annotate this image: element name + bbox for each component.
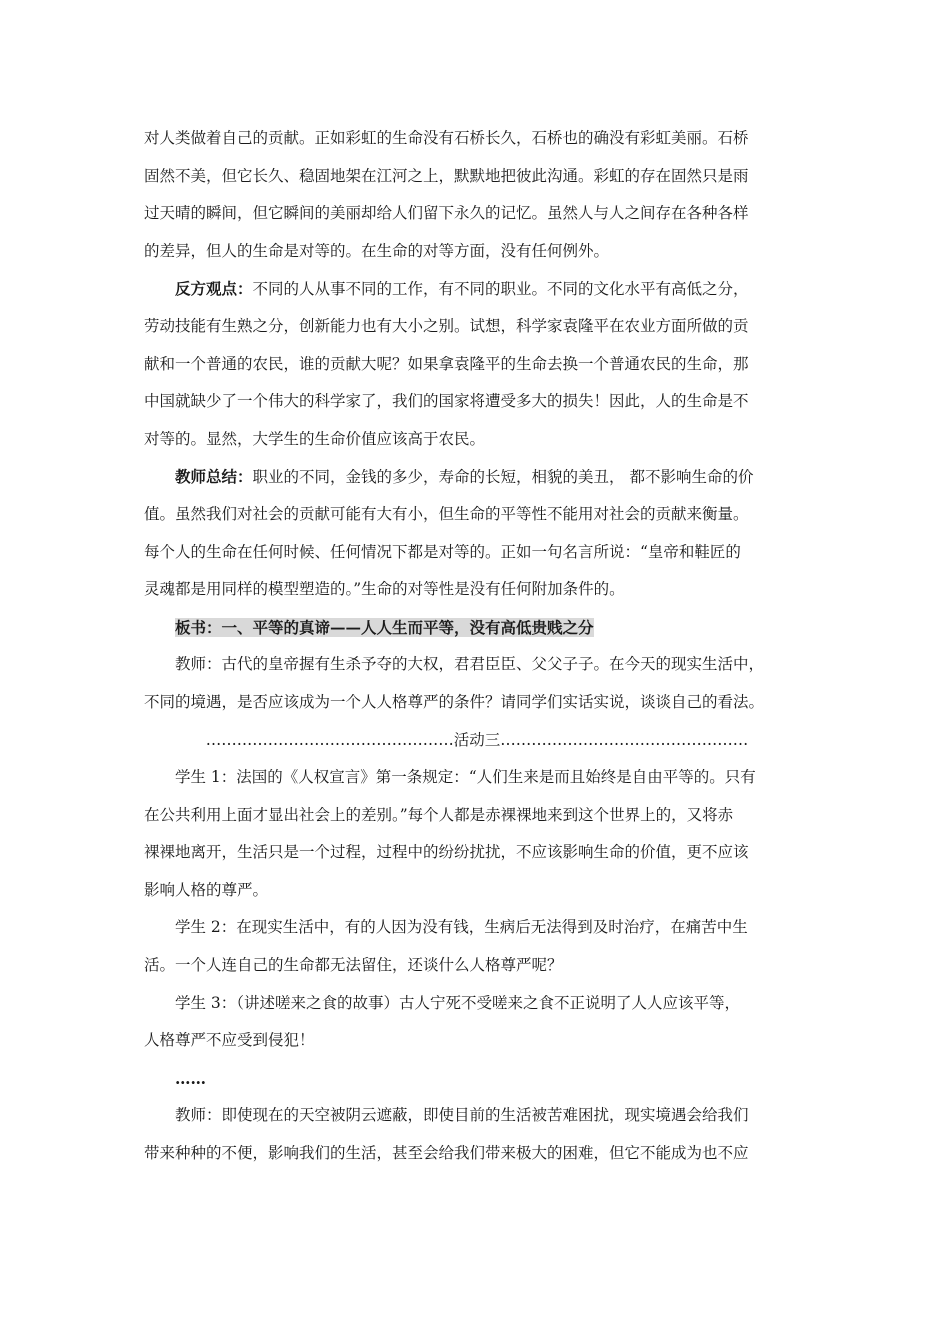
text-line: 带来种种的不便，影响我们的生活，甚至会给我们带来极大的困难，但它不能成为也不应 [144, 1144, 749, 1163]
text-line: 在公共利用上面才显出社会上的差别。”每个人都是赤裸裸地来到这个世界上的，又将赤 [144, 805, 734, 824]
text-span: 不同的人从事不同的工作，有不同的职业。不同的文化水平有高低之分， [252, 280, 749, 299]
activity-divider: …………………………………………活动三………………………………………… [205, 730, 749, 749]
text-line: 献和一个普通的农民，谁的贡献大呢？如果拿袁隆平的生命去换一个普通农民的生命，那 [144, 354, 749, 373]
paragraph [144, 1097, 810, 1172]
text-line: 固然不美，但它长久、稳固地架在江河之上，默默地把彼此沟通。彩虹的存在固然只是雨 [144, 166, 749, 185]
paragraph [144, 646, 810, 721]
text-line: 每个人的生命在任何时候、任何情况下都是对等的。正如一句名言所说：“皇帝和鞋匠的 [144, 542, 741, 561]
text-line: 灵魂都是用同样的模型塑造的。”生命的对等性是没有任何附加条件的。 [144, 580, 625, 599]
text-line: 人格尊严不应受到侵犯！ [144, 1031, 315, 1050]
document-body [144, 120, 810, 1173]
text-line: 活。一个人连自己的生命都无法留住，还谈什么人格尊严呢？ [144, 956, 563, 975]
paragraph-label: 教师总结： [175, 467, 253, 487]
text-line: 学生 2：在现实生活中，有的人因为没有钱，生病后无法得到及时治疗，在痛苦中生 [175, 918, 748, 937]
paragraph [144, 120, 810, 270]
text-span: 职业的不同，金钱的多少，寿命的长短，相貌的美丑， 都不影响生命的价 [252, 468, 754, 487]
text-line [144, 458, 810, 496]
text-line: 影响人格的尊严。 [144, 880, 269, 899]
text-line [144, 270, 810, 308]
text-line: 教师：古代的皇帝握有生杀予夺的大权，君君臣臣、父父子子。在今天的现实生活中， [175, 655, 765, 674]
ellipsis: …… [175, 1068, 206, 1088]
paragraph [144, 985, 810, 1060]
text-line: 教师：即使现在的天空被阴云遮蔽，即使目前的生活被苦难困扰，现实境遇会给我们 [175, 1106, 749, 1125]
text-line: 学生 3：（讲述嗟来之食的故事）古人宁死不受嗟来之食不正说明了人人应该平等， [175, 993, 741, 1012]
text-line: 对人类做着自己的贡献。正如彩虹的生命没有石桥长久，石桥也的确没有彩虹美丽。石桥 [144, 129, 749, 147]
text-line: 的差异，但人的生命是对等的。在生命的对等方面，没有任何例外。 [144, 241, 610, 260]
board-note [144, 609, 810, 647]
paragraph [144, 759, 810, 909]
board-note-text: 板书：一、平等的真谛——人人生而平等，没有高低贵贱之分 [175, 617, 594, 637]
paragraph-teacher-summary [144, 458, 810, 608]
text-line: 劳动技能有生熟之分，创新能力也有大小之别。试想，科学家袁隆平在农业方面所做的贡 [144, 316, 749, 335]
text-line: 裸裸地离开，生活只是一个过程，过程中的纷纷扰扰，不应该影响生命的价值，更不应该 [144, 843, 749, 862]
paragraph [144, 909, 810, 984]
text-line: 对等的。显然，大学生的生命价值应该高于农民。 [144, 429, 486, 448]
text-line: 过天晴的瞬间，但它瞬间的美丽却给人们留下永久的记忆。虽然人与人之间存在各种各样 [144, 204, 749, 223]
paragraph-opposing-view [144, 270, 810, 458]
paragraph-label: 反方观点： [175, 279, 253, 299]
text-line: 值。虽然我们对社会的贡献可能有大有小，但生命的平等性不能用对社会的贡献来衡量。 [144, 504, 749, 523]
text-line: 不同的境遇，是否应该成为一个人人格尊严的条件？请同学们实话实说，谈谈自己的看法。 [144, 692, 765, 711]
text-line: 中国就缺少了一个伟大的科学家了，我们的国家将遭受多大的损失！因此，人的生命是不 [144, 392, 749, 411]
text-line: 学生 1：法国的《人权宣言》第一条规定：“人们生来是而且始终是自由平等的。只有 [175, 768, 756, 787]
